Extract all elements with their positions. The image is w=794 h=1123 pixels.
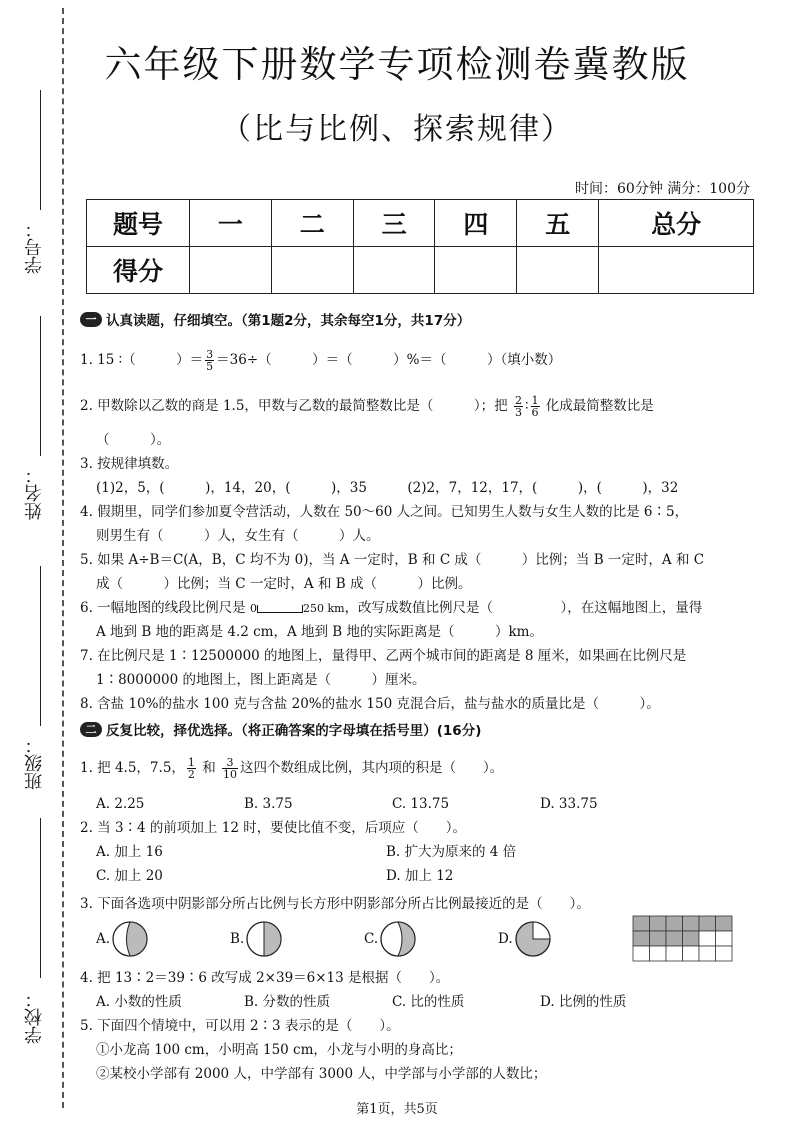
circle-figure-d xyxy=(513,919,553,959)
option-b[interactable]: B. 扩大为原来的 4 倍 xyxy=(386,844,517,860)
choice-5-situation-2: ②某校小学部有 2000 人，中学部有 3000 人，中学部与小学部的人数比； xyxy=(96,1066,547,1082)
cut-line xyxy=(62,8,64,1108)
option-c[interactable] xyxy=(364,919,498,959)
option-c[interactable]: C. 比的性质 xyxy=(392,994,465,1010)
score-row-label: 得分 xyxy=(87,247,190,294)
choice-4: 4. 把 13∶2＝39∶6 改写成 2×39＝6×13 是根据（ ）。 xyxy=(80,970,450,986)
score-header-cell: 一 xyxy=(190,200,272,247)
q6-text-b: ，改写成数值比例尺是（ ），在这幅地图上，量得 xyxy=(344,600,703,616)
choice-3: 3. 下面各选项中阴影部分所占比例与长方形中阴影部分所占比例最接近的是（ ）。 xyxy=(80,896,590,912)
score-row xyxy=(87,247,754,294)
name-label: 姓名： xyxy=(24,466,45,520)
denominator: 6 xyxy=(531,406,539,419)
question-5-cont: 成（ ）比例；当 C 一定时，A 和 B 成（ ）比例。 xyxy=(96,576,472,592)
c1-text-a: 1. 把 4.5，7.5， xyxy=(80,760,185,776)
question-4: 4. 假期里，同学们参加夏令营活动，人数在 50～60 人之间。已知男生人数与女生人数的比是 6∶5， xyxy=(80,504,689,520)
question-6 xyxy=(80,596,760,620)
section-2-badge: 二 xyxy=(80,722,102,737)
fraction xyxy=(514,395,523,418)
score-header-cell: 题号 xyxy=(87,200,190,247)
school-label: 学校： xyxy=(24,990,45,1044)
option-label: A. xyxy=(96,931,111,947)
option-d[interactable] xyxy=(498,919,632,959)
numerator: 2 xyxy=(514,394,522,407)
question-4-cont: 则男生有（ ）人，女生有（ ）人。 xyxy=(96,528,380,544)
q1-text-a: 1. 15 ∶（ ）＝ xyxy=(80,352,204,368)
option-label: C. xyxy=(364,931,379,947)
option-label: B. xyxy=(230,931,245,947)
question-7-cont: 1∶8000000 的地图上，图上距离是（ ）厘米。 xyxy=(96,672,426,688)
scale-zero: 0 xyxy=(249,602,257,615)
score-header-cell: 总分 xyxy=(599,200,754,247)
score-cell[interactable] xyxy=(353,247,435,294)
numerator: 1 xyxy=(187,756,195,769)
section-1-badge: 一 xyxy=(80,312,102,327)
fraction xyxy=(222,757,238,780)
page-title: 六年级下册数学专项检测卷冀教版 xyxy=(104,43,690,86)
question-2-cont: （ ）。 xyxy=(96,432,171,448)
class-label: 班级： xyxy=(24,736,45,790)
rectangle-figure xyxy=(632,915,734,963)
q6-text-a: 6. 一幅地图的线段比例尺是 xyxy=(80,600,246,616)
name-line xyxy=(40,316,41,456)
score-cell[interactable] xyxy=(271,247,353,294)
option-c[interactable]: C. 加上 20 xyxy=(96,868,163,884)
option-b[interactable] xyxy=(230,919,364,959)
option-d[interactable]: D. 加上 12 xyxy=(386,868,454,884)
numerator: 1 xyxy=(531,394,539,407)
question-3: 3. 按规律填数。 xyxy=(80,456,179,472)
section-2-heading xyxy=(80,716,760,742)
option-d[interactable]: D. 33.75 xyxy=(540,796,598,812)
choice-3-options xyxy=(80,916,760,962)
denominator: 5 xyxy=(206,360,214,373)
denominator: 10 xyxy=(223,768,237,781)
choice-2: 2. 当 3∶4 的前项加上 12 时，要使比值不变，后项应（ ）。 xyxy=(80,820,466,836)
exam-content xyxy=(80,306,760,1086)
section-1-title: 认真读题，仔细填空。（第1题2分，其余每空1分，共17分） xyxy=(106,313,471,329)
option-a[interactable] xyxy=(96,919,230,959)
question-7: 7. 在比例尺是 1∶12500000 的地图上，量得甲、乙两个城市间的距离是 8 厘米，如果画在比例尺是 xyxy=(80,648,687,664)
choice-5: 5. 下面四个情境中，可以用 2∶3 表示的是（ ）。 xyxy=(80,1018,400,1034)
score-cell[interactable] xyxy=(517,247,599,294)
question-6-cont: A 地到 B 地的距离是 4.2 cm，A 地到 B 地的实际距离是（ ）km。 xyxy=(96,624,543,640)
score-table xyxy=(86,199,754,294)
binding-margin xyxy=(0,0,72,1123)
q2-text-b: 化成最简整数比是 xyxy=(545,398,654,414)
numerator: 3 xyxy=(206,348,214,361)
page-number: 第1页，共5页 xyxy=(356,1102,438,1117)
score-header-cell: 三 xyxy=(353,200,435,247)
scale-distance: 250 km xyxy=(302,602,345,615)
option-d[interactable]: D. 比例的性质 xyxy=(540,994,627,1010)
numerator: 3 xyxy=(222,757,238,769)
class-line xyxy=(40,566,41,726)
score-cell[interactable] xyxy=(599,247,754,294)
denominator: 3 xyxy=(514,406,522,419)
score-cell[interactable] xyxy=(190,247,272,294)
option-c[interactable]: C. 13.75 xyxy=(392,796,450,812)
c1-text-b: 这四个数组成比例，其内项的积是（ ）。 xyxy=(240,760,504,776)
option-b[interactable]: B. 3.75 xyxy=(244,796,293,812)
choice-2-options-cd xyxy=(80,864,760,888)
question-8: 8. 含盐 10%的盐水 100 克与含盐 20%的盐水 150 克混合后，盐与盐水的质量比是（ ）。 xyxy=(80,696,660,712)
time-info: 时间：60分钟 满分：100分 xyxy=(575,181,750,197)
question-5: 5. 如果 A÷B＝C(A，B，C 均不为 0)，当 A 一定时，B 和 C 成（ ）比例；当 B 一定时，A 和 C xyxy=(80,552,705,568)
scale-bar xyxy=(257,605,303,613)
fraction xyxy=(187,757,196,780)
circle-figure-c xyxy=(378,919,418,959)
score-header-row xyxy=(87,200,754,247)
page-subtitle: （比与比例、探索规律） xyxy=(221,112,573,147)
student-no-label: 学号： xyxy=(24,220,45,274)
choice-1 xyxy=(80,748,760,788)
option-a[interactable]: A. 小数的性质 xyxy=(96,994,182,1010)
score-header-cell: 四 xyxy=(435,200,517,247)
section-2-title: 反复比较，择优选择。（将正确答案的字母填在括号里）(16分) xyxy=(106,723,482,739)
score-header-cell: 五 xyxy=(517,200,599,247)
ratio-sign: ∶ xyxy=(524,398,529,414)
and-word: 和 xyxy=(202,760,216,776)
circle-figure-b xyxy=(244,919,284,959)
score-cell[interactable] xyxy=(435,247,517,294)
fraction xyxy=(531,395,540,418)
q2-text-a: 2. 甲数除以乙数的商是 1.5，甲数与乙数的最简整数比是（ ）；把 xyxy=(80,398,508,414)
q1-text-b: ＝36÷（ ）＝（ ）%＝（ ）（填小数） xyxy=(216,352,562,368)
option-b[interactable]: B. 分数的性质 xyxy=(244,994,331,1010)
choice-2-options-ab xyxy=(80,840,760,864)
fraction xyxy=(205,349,214,372)
question-3-items: (1)2，5，( )，14，20，( )，35 (2)2，7，12，17，( )，( )，32 xyxy=(96,480,679,496)
school-line xyxy=(40,818,41,978)
choice-4-options xyxy=(80,990,760,1014)
section-1-heading xyxy=(80,306,760,332)
circle-figure-a xyxy=(110,919,150,959)
denominator: 2 xyxy=(187,768,195,781)
option-a[interactable]: A. 加上 16 xyxy=(96,844,163,860)
option-label: D. xyxy=(498,931,513,947)
score-header-cell: 二 xyxy=(271,200,353,247)
question-1 xyxy=(80,340,760,380)
choice-1-options xyxy=(80,792,760,816)
option-a[interactable]: A. 2.25 xyxy=(96,796,145,812)
choice-5-situation-1: ①小龙高 100 cm，小明高 150 cm，小龙与小明的身高比； xyxy=(96,1042,462,1058)
question-2 xyxy=(80,388,760,424)
